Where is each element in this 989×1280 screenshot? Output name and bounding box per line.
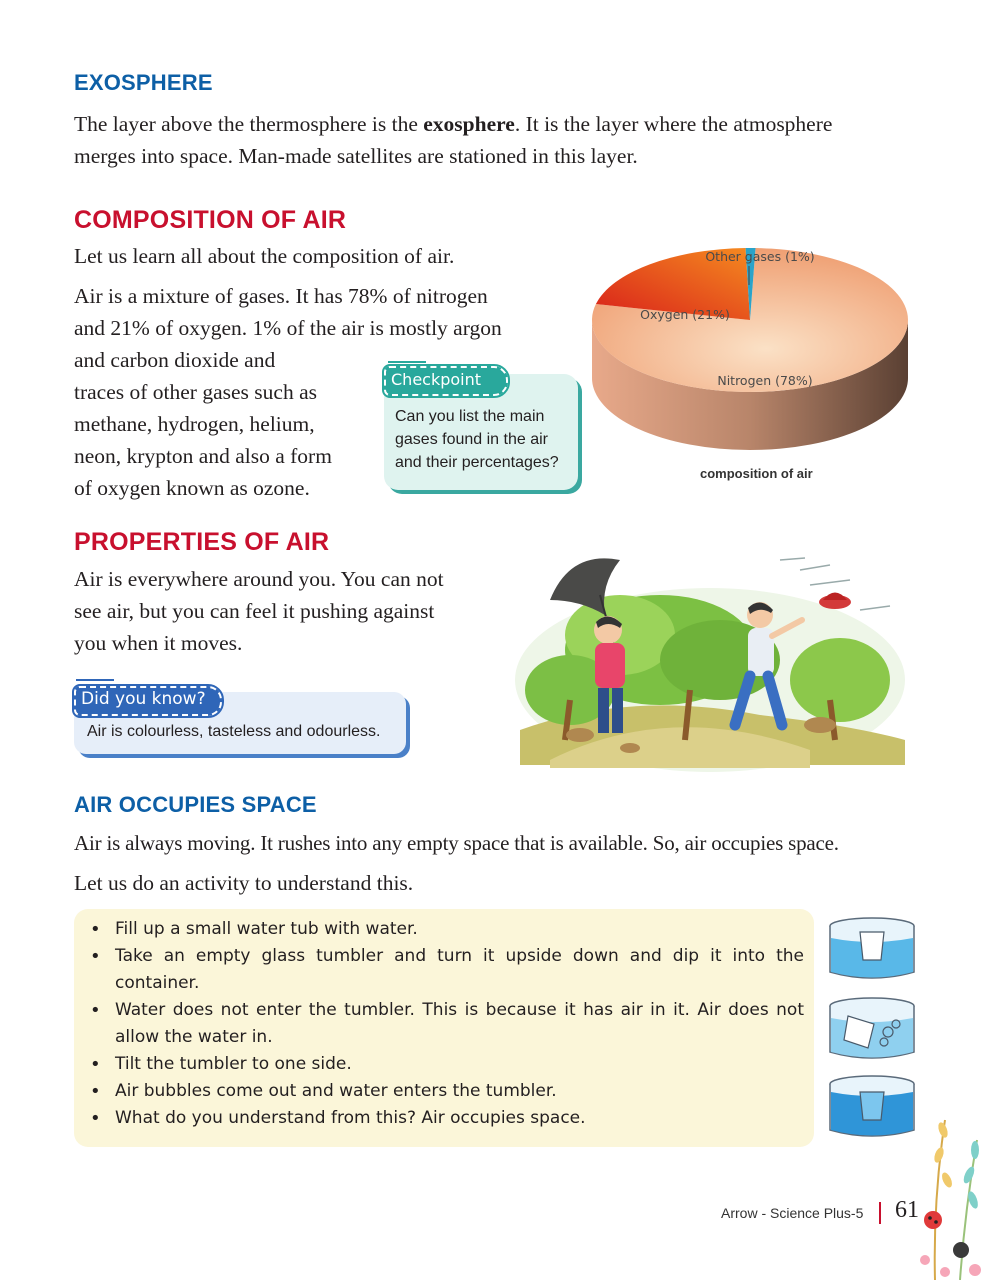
checkpoint-label: Checkpoint [391, 370, 482, 389]
composition-line-7: neon, krypton and also a form [74, 444, 332, 468]
flying-cap [819, 593, 851, 610]
properties-line-3: you when it moves. [74, 631, 243, 655]
composition-line-6: methane, hydrogen, helium, [74, 412, 315, 436]
occupies-heading: AIR OCCUPIES SPACE [74, 792, 317, 817]
tumbler-upright-illustration [826, 916, 918, 982]
activity-list [88, 916, 804, 1132]
occupies-line-2: Let us do an activity to understand this. [74, 871, 414, 895]
properties-line-2: see air, but you can feel it pushing against [74, 599, 435, 623]
properties-line-1: Air is everywhere around you. You can not [74, 567, 444, 591]
composition-line-4: and carbon dioxide and [74, 348, 276, 372]
pie-label-other: Other gases (1%) [705, 249, 815, 264]
checkpoint-accent-line [388, 361, 426, 363]
composition-heading: COMPOSITION OF AIR [74, 206, 347, 234]
checkpoint-question: Can you list the main gases found in the air and their percentages? [395, 408, 559, 471]
occupies-line-1: Air is always moving. It rushes into any empty space that is available. So, air occupies space. [74, 831, 839, 855]
activity-step-2: • Take an empty glass tumbler and turn it upside down and dip it into the container. [88, 943, 804, 997]
flower-decoration [915, 1100, 989, 1280]
did-you-know-accent-line [76, 679, 114, 681]
exosphere-line-1: The layer above the thermosphere is the exosphere. It is the layer where the atmosphere [74, 112, 833, 136]
activity-step-6: • What do you understand from this? Air occupies space. [88, 1105, 804, 1132]
exosphere-term: exosphere [423, 112, 515, 136]
footer-divider [879, 1202, 881, 1224]
activity-step-3: • Water does not enter the tumbler. This is because it has air in it. Air does not allow the water in. [88, 997, 804, 1051]
properties-heading: PROPERTIES OF AIR [74, 528, 330, 556]
composition-line-5: traces of other gases such as [74, 380, 317, 404]
did-you-know-text: Air is colourless, tasteless and odourless. [87, 723, 381, 740]
composition-line-8: of oxygen known as ozone. [74, 476, 310, 500]
exosphere-heading: EXOSPHERE [74, 70, 213, 95]
pie-label-oxygen: Oxygen (21%) [640, 307, 730, 322]
ladybug-icon [924, 1211, 942, 1229]
beetle-icon [953, 1242, 969, 1258]
composition-line-2: Air is a mixture of gases. It has 78% of nitrogen [74, 284, 488, 308]
tumbler-filled-illustration [826, 1074, 918, 1140]
did-you-know-label: Did you know? [81, 689, 206, 709]
composition-line-3: and 21% of oxygen. 1% of the air is mostly argon [74, 316, 502, 340]
pie-caption: composition of air [700, 466, 813, 481]
page-number: 61 [895, 1197, 919, 1223]
windy-day-illustration [510, 540, 910, 775]
activity-step-5: • Air bubbles come out and water enters the tumbler. [88, 1078, 804, 1105]
composition-pie-chart [585, 240, 925, 465]
exosphere-line-2: merges into space. Man-made satellites are stationed in this layer. [74, 144, 638, 168]
footer-book-title: Arrow - Science Plus-5 [721, 1205, 864, 1221]
exosphere-paragraph [74, 108, 832, 172]
activity-step-1: • Fill up a small water tub with water. [88, 916, 804, 943]
tumbler-tilted-illustration [826, 996, 918, 1062]
activity-step-4: • Tilt the tumbler to one side. [88, 1051, 804, 1078]
composition-line-1: Let us learn all about the composition of air. [74, 244, 455, 268]
pie-label-nitrogen: Nitrogen (78%) [717, 373, 813, 388]
